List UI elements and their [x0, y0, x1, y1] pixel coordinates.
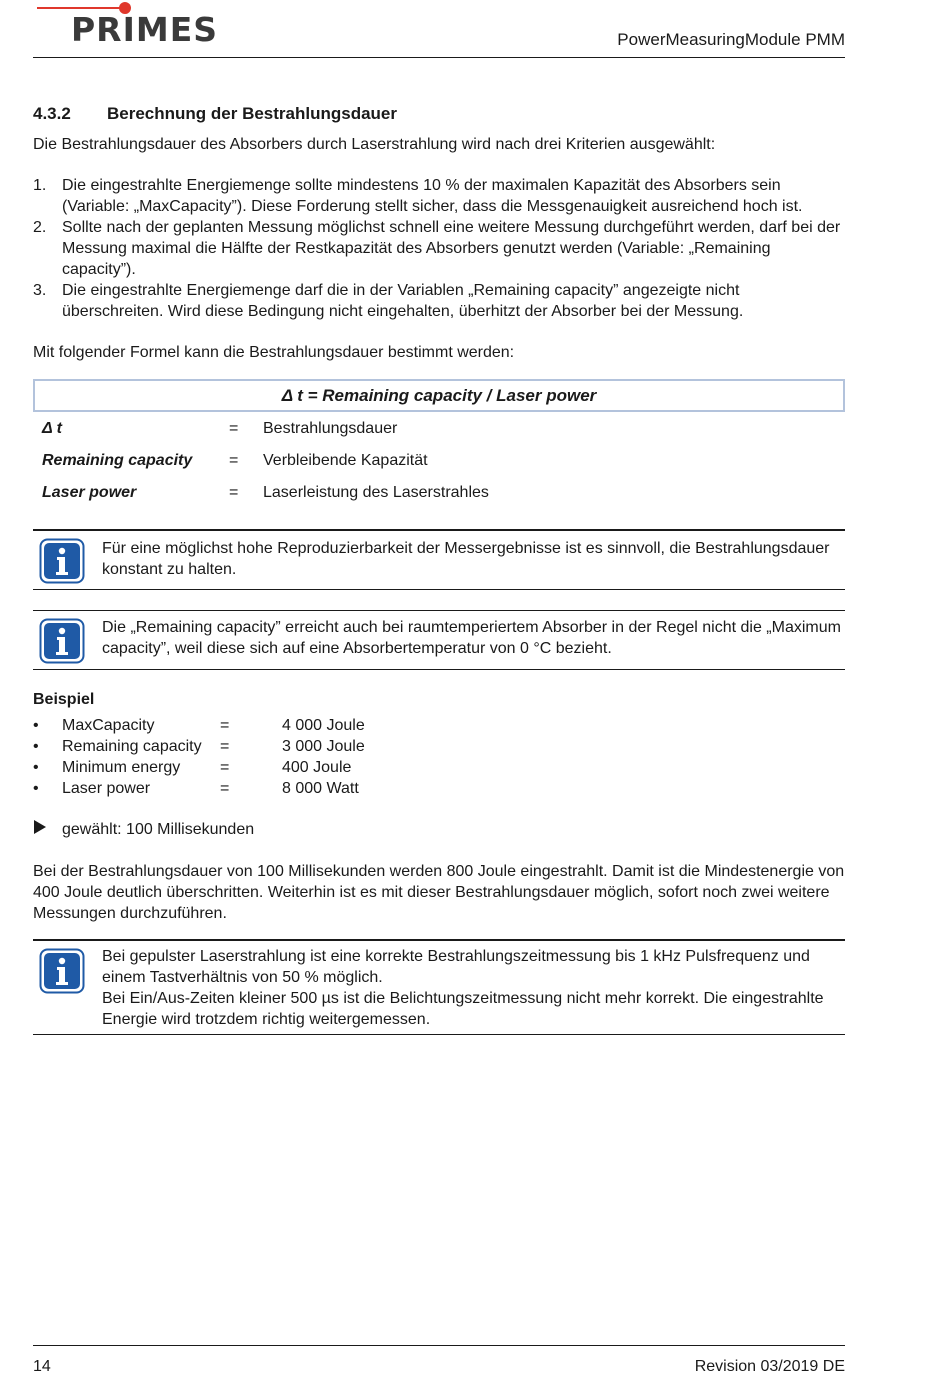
info-icon — [39, 538, 85, 584]
section-heading — [33, 103, 397, 125]
list-text: Die eingestrahlte Energiemenge darf die in der Variablen „Remaining capacity” angezeigte nicht überschreiten. Wird diese Bedingung nicht eingehalten, überhitzt der Absorber bei der Messung. — [62, 282, 744, 320]
revision-label: Revision 03/2019 DE — [694, 1358, 845, 1375]
info-note — [33, 939, 845, 1035]
note-text — [102, 946, 845, 1030]
list-number: 1. — [33, 177, 47, 194]
list-item — [33, 280, 845, 322]
list-item — [33, 778, 533, 799]
footer-divider — [33, 1345, 845, 1346]
example-value: 8 000 Watt — [282, 780, 359, 797]
definition-row — [33, 418, 845, 450]
section-number: 4.3.2 — [33, 104, 71, 123]
example-label: Minimum energy — [62, 759, 181, 776]
definitions-table — [33, 418, 845, 514]
bullet: • — [33, 717, 39, 734]
definition-row — [33, 450, 845, 482]
example-label: Laser power — [62, 780, 151, 797]
note-text: Die „Remaining capacity” erreicht auch bei raumtemperiertem Absorber in der Regel nicht die „Maximum capacity”, weil diese sich auf eine Absorbertemperatur von 0 °C bezieht. — [102, 619, 841, 657]
list-text: Die eingestrahlte Energiemenge sollte mindestens 10 % der maximalen Kapazität des Absorbers sein (Variable: „MaxCapacity”). Diese Forderung stellt sicher, dass die Messgenauigkeit ausreichend hoch ist. — [62, 177, 803, 215]
list-item — [33, 715, 533, 736]
formula-intro: Mit folgender Formel kann die Bestrahlungsdauer bestimmt werden: — [33, 344, 515, 361]
section-intro: Die Bestrahlungsdauer des Absorbers durch Laserstrahlung wird nach drei Kriterien ausgewählt: — [33, 136, 716, 153]
example-label: MaxCapacity — [62, 717, 155, 734]
example-list — [33, 715, 533, 799]
equals-sign: = — [229, 484, 239, 501]
list-number: 3. — [33, 282, 47, 299]
definition-value: Verbleibende Kapazität — [263, 452, 428, 469]
note-paragraph: Bei gepulster Laserstrahlung ist eine korrekte Bestrahlungszeitmessung bis 1 kHz Pulsfrequenz und einem Tastverhältnis von 50 % möglich. — [102, 948, 810, 986]
result-line — [33, 819, 254, 840]
example-label: Remaining capacity — [62, 738, 202, 755]
list-item — [33, 217, 845, 280]
equals-sign: = — [220, 780, 230, 797]
bullet: • — [33, 759, 39, 776]
example-value: 4 000 Joule — [282, 717, 365, 734]
example-value: 3 000 Joule — [282, 738, 365, 755]
arrow-right-icon — [33, 820, 62, 834]
equals-sign: = — [220, 759, 230, 776]
result-text: gewählt: 100 Millisekunden — [62, 821, 255, 838]
equals-sign: = — [229, 452, 239, 469]
bullet: • — [33, 780, 39, 797]
section-title: Berechnung der Bestrahlungsdauer — [107, 104, 398, 123]
info-note — [33, 529, 845, 590]
example-value: 400 Joule — [282, 759, 352, 776]
note-paragraph: Bei Ein/Aus-Zeiten kleiner 500 µs ist die Belichtungszeitmessung nicht mehr korrekt. Die eingestrahlte Energie wird trotzdem richtig weitergemessen. — [102, 990, 824, 1028]
note-text: Für eine möglichst hohe Reproduzierbarkeit der Messergebnisse ist es sinnvoll, die Bestrahlungsdauer konstant zu halten. — [102, 540, 830, 578]
definition-value: Laserleistung des Laserstrahles — [263, 484, 489, 501]
formula-box: Δ t = Remaining capacity / Laser power — [33, 379, 845, 412]
example-title: Beispiel — [33, 691, 95, 708]
definition-term: Laser power — [42, 484, 137, 501]
example-conclusion: Bei der Bestrahlungsdauer von 100 Millisekunden werden 800 Joule eingestrahlt. Damit ist die Mindestenergie von 400 Joule deutlich überschritten. Weiterhin ist es mit dieser Bestrahlungsdauer möglich, sofort noch zwei weitere Messungen durchzuführen. — [33, 863, 845, 922]
document-title: PowerMeasuringModule PMM — [617, 30, 845, 49]
list-item — [33, 757, 533, 778]
criteria-list — [33, 175, 845, 322]
list-item — [33, 175, 845, 217]
list-number: 2. — [33, 219, 47, 236]
equals-sign: = — [229, 420, 239, 437]
info-icon — [39, 618, 85, 664]
page-number: 14 — [33, 1358, 51, 1375]
definition-term: Δ t — [42, 420, 62, 437]
definition-row — [33, 482, 845, 514]
list-item — [33, 736, 533, 757]
bullet: • — [33, 738, 39, 755]
definition-term: Remaining capacity — [42, 452, 193, 469]
primes-logo — [33, 0, 223, 56]
info-note — [33, 610, 845, 670]
definition-value: Bestrahlungsdauer — [263, 420, 398, 437]
page-header — [33, 0, 845, 58]
equals-sign: = — [220, 717, 230, 734]
info-icon — [39, 948, 85, 994]
logo-accent-line — [37, 7, 123, 9]
logo-text: PRIMES — [71, 10, 219, 49]
equals-sign: = — [220, 738, 230, 755]
list-text: Sollte nach der geplanten Messung möglichst schnell eine weitere Messung durchgeführt werden, darf bei der Messung maximal die Hälfte der Restkapazität des Absorbers genutzt werden (Variable: „Remaining capacity”). — [62, 219, 841, 278]
